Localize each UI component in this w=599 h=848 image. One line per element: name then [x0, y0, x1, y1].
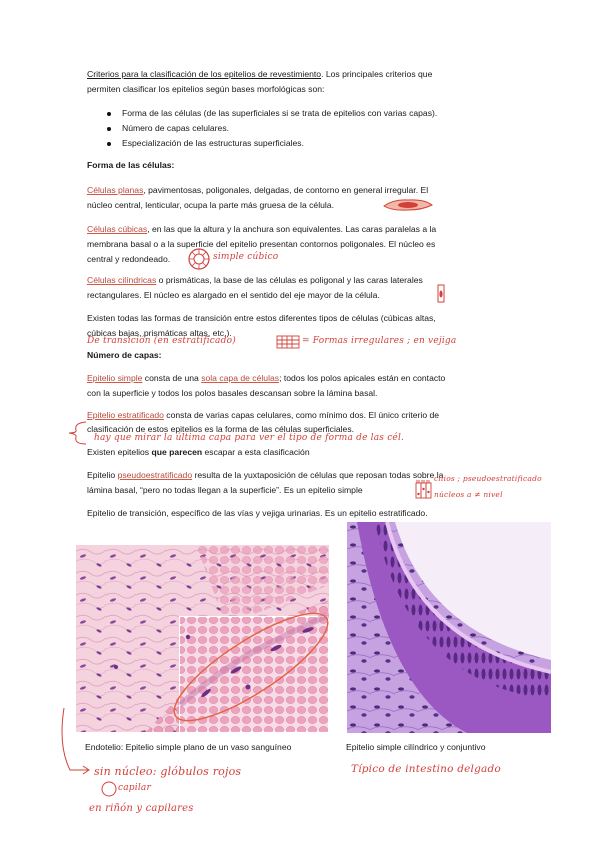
transicion-line-1: Existen todas las formas de transición entre estos diferentes tipos de células (cúbicas altas,	[87, 313, 436, 323]
cubicas-line-2: membrana basal o a la superficie del epitelio presentan contornos poligonales. El núcleo es	[87, 239, 436, 249]
columnar-epithelium-micrograph	[347, 522, 551, 733]
pseudostratified-sketch-icon	[415, 480, 433, 500]
intro-line-1: Criterios para la clasificación de los epitelios de revestimiento. Los principales criterios que	[87, 69, 433, 79]
pseudo-line-2: lámina basal, “pero no todas llegan a la superficie”. Es un epitelio simple	[87, 485, 363, 495]
note-capilar: capilar	[118, 783, 151, 793]
note-tipico-intestino: Típico de intestino delgado	[351, 763, 501, 775]
estratificado-line-1: Epitelio estratificado consta de varias capas celulares, como mínimo dos. El único criterio de	[87, 410, 440, 420]
caption-columnar: Epitelio simple cilíndrico y conjuntivo	[346, 742, 486, 752]
highlight-epitelio-estratificado: Epitelio estratificado	[87, 410, 164, 420]
bullet-dot	[107, 127, 111, 131]
cubicas-line-3: central y redondeado.	[87, 254, 171, 264]
simple-line-2: con la superficie y todos los polos basales descansan sobre la lámina basal.	[87, 388, 378, 398]
highlight-celulas-cilindricas: Células cilíndricas	[87, 275, 157, 285]
cilindricas-line-2: rectangulares. El núcleo es alargado en el sentido del eje mayor de la célula.	[87, 290, 380, 300]
highlight-celulas-planas: Células planas	[87, 185, 144, 195]
highlight-sola-capa: sola capa de células	[201, 373, 280, 383]
highlight-celulas-cubicas: Células cúbicas	[87, 224, 148, 234]
cuboidal-ring-sketch-icon	[186, 246, 212, 272]
estratificado-line-2: clasificación de estos epitelios es la forma de las células superficiales.	[87, 424, 355, 434]
columnar-cell-sketch-icon	[436, 284, 446, 304]
bullet-item: Forma de las células (de las superficiales si se trata de epitelios con varias capas).	[122, 108, 438, 118]
heading-capas: Número de capas:	[87, 350, 162, 360]
note-de-transicion: De transición (en estratificado)	[87, 336, 236, 346]
simple-line-1: Epitelio simple consta de una sola capa de células; todos los polos apicales están en contacto	[87, 373, 446, 383]
planas-line-2: núcleo central, lenticular, ocupa la parte más gruesa de la célula.	[87, 200, 334, 210]
heading-forma: Forma de las células:	[87, 160, 175, 170]
endothelium-micrograph	[76, 545, 329, 732]
highlight-pseudoestratificado: pseudoestratificado	[117, 470, 193, 480]
planas-line-1: Células planas, pavimentosas, poligonales, delgadas, de contorno en general irregular. El	[87, 185, 429, 195]
cubicas-line-1: Células cúbicas, en las que la altura y la anchura son equivalentes. Las caras paralelas a la	[87, 224, 437, 234]
cilindricas-line-1: Células cilíndricas o prismáticas, la base de las células es poligonal y las caras laterales	[87, 275, 423, 285]
flat-cell-sketch-icon	[382, 198, 434, 212]
pseudo-line-1: Epitelio pseudoestratificado resulta de la yuxtaposición de células que reposan todas sobre la	[87, 470, 444, 480]
note-rinon-capilares: en riñón y capilares	[89, 803, 194, 814]
bullet-dot	[107, 112, 111, 116]
note-hay-que-mirar: hay que mirar la última capa para ver el tipo de forma de las cél.	[94, 433, 405, 443]
escapar-line: Existen epitelios que parecen escapar a esta clasificación	[87, 447, 310, 457]
section-title: Criterios para la clasificación de los epitelios de revestimiento	[87, 69, 322, 79]
note-cilios: cilios ; pseudoestratificado	[434, 474, 542, 483]
intro-line-2: permiten clasificar los epitelios según bases morfológicas son:	[87, 84, 325, 94]
bullet-dot	[107, 142, 111, 146]
note-sin-nucleo: sin núcleo: glóbulos rojos	[94, 765, 242, 778]
note-nucleos: núcleos a ≠ nivel	[434, 490, 503, 499]
arrow-sketch-icon	[56, 706, 96, 778]
transicion-urinario-line: Epitelio de transición, específico de las vías y vejiga urinarias. Es un epitelio estratificado.	[87, 508, 428, 518]
transitional-cells-sketch-icon	[276, 335, 300, 349]
note-simple-cubico: simple cúbico	[213, 252, 279, 262]
brace-sketch-icon	[66, 420, 90, 446]
bullet-item: Número de capas celulares.	[122, 123, 229, 133]
capillary-circle-sketch-icon	[100, 780, 118, 798]
highlight-epitelio-simple: Epitelio simple	[87, 373, 143, 383]
note-formas-irregulares: = Formas irregulares ; en vejiga	[302, 336, 457, 346]
transicion-line-2: cúbicas bajas, prismáticas altas, etc.).	[87, 328, 232, 338]
bullet-item: Especialización de las estructuras superficiales.	[122, 138, 304, 148]
caption-endothelium: Endotelio: Epitelio simple plano de un vaso sanguíneo	[85, 742, 292, 752]
